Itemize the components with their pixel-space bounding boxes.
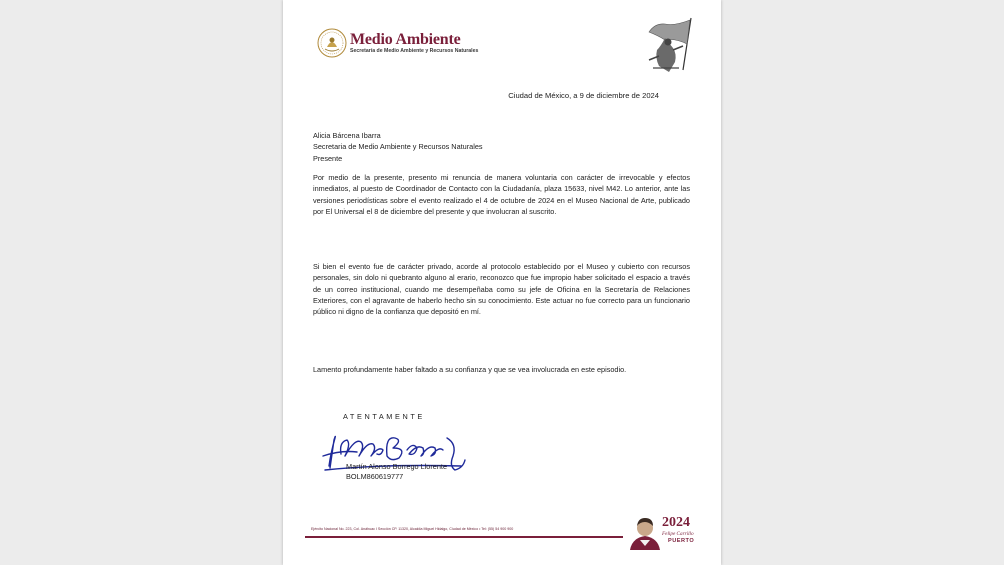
felipe-carrillo-portrait-icon (628, 514, 662, 550)
paragraph-explanation: Si bien el evento fue de carácter privado, acorde al protocolo establecido por el Museo y cubierto con recursos personales, sin dolo ni quebranto alguno al erario, reconozco que fue impropio haber solicitado el espacio a través de un correo institucional, cuando me desempeñaba como su jefe de Oficina en la Secretaría de Relaciones Exteriores, con el agravante de haberlo hecho sin su conocimiento. Este actuar no fue correcto para un funcionario público ni digno de la confianza que depositó en mí. (313, 262, 690, 317)
letter-page (283, 0, 721, 565)
brand-name: Medio Ambiente (350, 31, 461, 48)
addressee-name: Alicia Bárcena Ibarra (313, 131, 381, 140)
flag-bearer-emblem-icon (635, 16, 699, 76)
footer-logo-place: PUERTO (668, 538, 695, 544)
signer-block (346, 462, 447, 482)
date-line: Ciudad de México, a 9 de diciembre de 2024 (508, 91, 659, 100)
paragraph-resignation: Por medio de la presente, presento mi renuncia de manera voluntaria con carácter de irrevocable y efectos inmediatos, al puesto de Coordinador de Contacto con la Ciudadanía, plaza 15633, nivel M42. Lo anterior, ante las versiones periodísticas sobre el evento realizado el 4 de octubre de 2024 en el Museo Nacional de Arte, publicado por El Universal el 8 de diciembre del presente y que involucran al suscrito. (313, 173, 690, 216)
paragraph-apology: Lamento profundamente haber faltado a su confianza y que se vea involucrada en este episodio. (313, 365, 627, 374)
footer-logo-name: Felipe Carrillo (662, 531, 694, 537)
felipe-carrillo-puerto-logo (628, 514, 704, 550)
footer-address: Ejército Nacional No. 223, Col. Anáhuac I Sección CP. 11320, Alcaldía Miguel Hidalgo, Ciudad de México • Tel: (55) 54 900 900 (311, 527, 514, 531)
closing-atentamente: ATENTAMENTE (343, 412, 425, 421)
addressee-title: Secretaria de Medio Ambiente y Recursos Naturales (313, 142, 483, 152)
mexican-seal-icon (317, 28, 347, 58)
addressee-block (313, 130, 483, 164)
footer-rule (305, 536, 623, 538)
addressee-presente: Presente (313, 153, 343, 163)
signer-id: BOLM860619777 (346, 472, 404, 481)
footer-logo-year: 2024 (662, 515, 690, 530)
brand-subtitle: Secretaría de Medio Ambiente y Recursos Naturales (350, 48, 479, 54)
signer-name: Martín Alonso Borrego Llorente (346, 462, 447, 471)
